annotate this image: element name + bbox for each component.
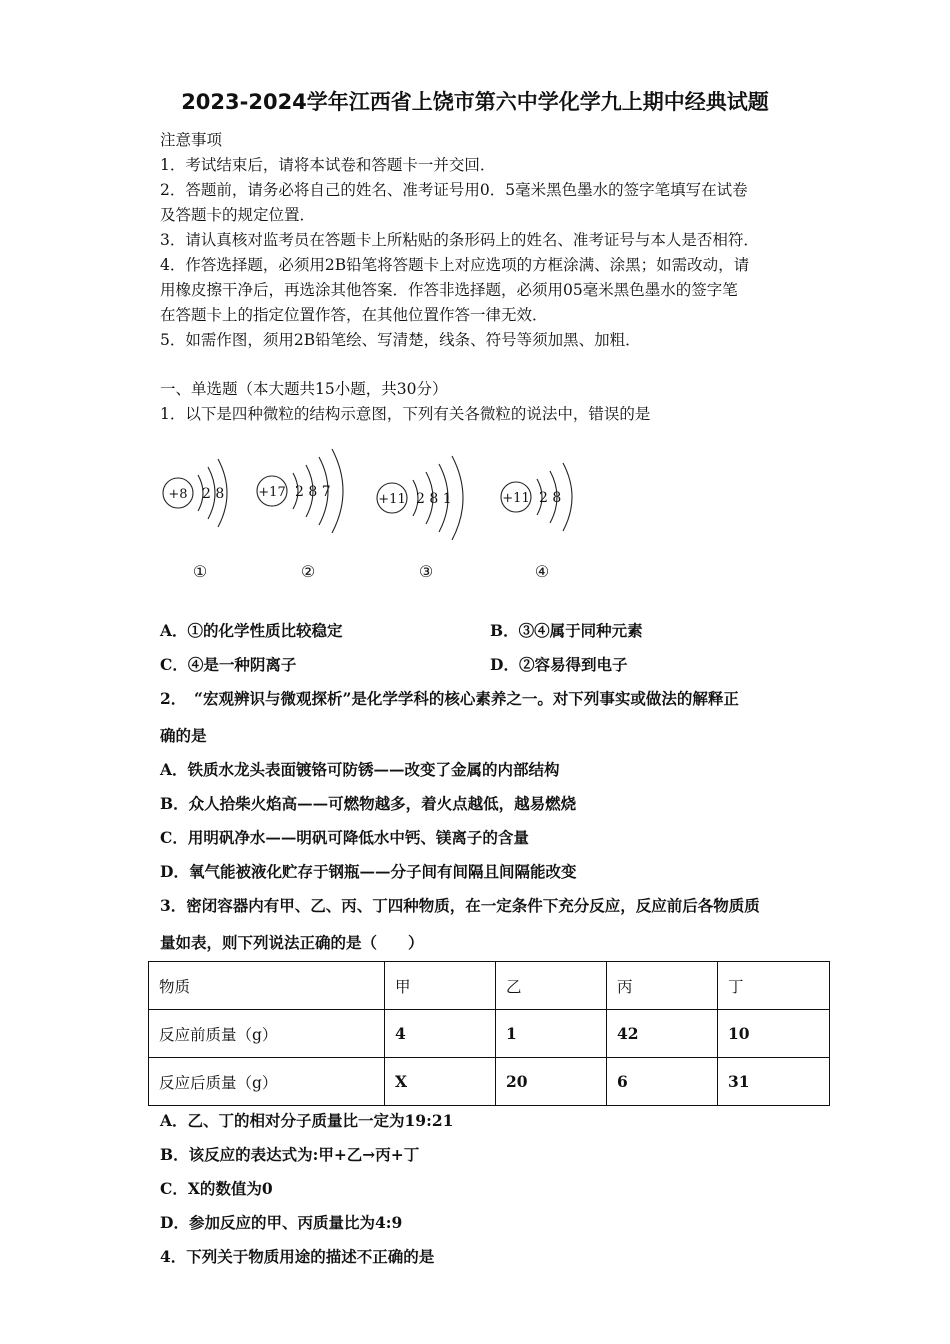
q2-option-c: C．用明矾净水——明矾可降低水中钙、镁离子的含量 <box>160 828 529 847</box>
particle-1-label: ① <box>192 562 208 581</box>
table-cell: 10 <box>718 1010 830 1058</box>
q3-option-a: A．乙、丁的相对分子质量比一定为19:21 <box>160 1111 454 1130</box>
table-cell: 1 <box>496 1010 607 1058</box>
particle-2-shells: 2 8 7 <box>295 484 331 500</box>
q1-stem: 1．以下是四种微粒的结构示意图，下列有关各微粒的说法中，错误的是 <box>160 405 651 423</box>
q2-stem: 2． “宏观辨识与微观探析”是化学学科的核心素养之一。对下列事实或做法的解释正 <box>160 689 739 708</box>
table-cell: X <box>385 1058 496 1106</box>
table-header-cell: 物质 <box>149 962 385 1010</box>
particle-1-shells: 2 8 <box>202 486 225 502</box>
table-header-row <box>149 962 830 1010</box>
table-row <box>149 1058 830 1106</box>
particle-4-label: ④ <box>534 562 550 581</box>
atomic-structure-diagrams <box>150 440 590 590</box>
table-cell: 20 <box>496 1058 607 1106</box>
particle-3-label: ③ <box>418 562 434 581</box>
q1-option-b: B．③④属于同种元素 <box>490 621 643 640</box>
table-cell: 31 <box>718 1058 830 1106</box>
q3-stem: 3．密闭容器内有甲、乙、丙、丁四种物质，在一定条件下充分反应，反应前后各物质质 <box>160 896 760 915</box>
notice-line: 1．考试结束后，请将本试卷和答题卡一并交回． <box>160 156 496 174</box>
q1-option-c: C．④是一种阴离子 <box>160 655 297 674</box>
table-header-cell: 丙 <box>607 962 718 1010</box>
q3-option-b: B．该反应的表达式为:甲+乙→丙+丁 <box>160 1145 420 1164</box>
particle-3-shells: 2 8 1 <box>416 491 452 507</box>
particle-1-nucleus: +8 <box>168 487 188 502</box>
q1-option-d: D．②容易得到电子 <box>490 655 628 674</box>
particle-2-nucleus: +17 <box>258 485 286 500</box>
table-cell: 4 <box>385 1010 496 1058</box>
particle-3-nucleus: +11 <box>378 492 406 507</box>
table-cell: 反应后质量（g） <box>149 1058 385 1106</box>
notice-line: 2．答题前，请务必将自己的姓名、准考证号用0．5毫米黑色墨水的签字笔填写在试卷 <box>160 181 748 199</box>
table-cell: 6 <box>607 1058 718 1106</box>
table-header-cell: 甲 <box>385 962 496 1010</box>
q2-option-b: B．众人拾柴火焰高——可燃物越多，着火点越低，越易燃烧 <box>160 794 577 813</box>
notice-line: 4．作答选择题，必须用2B铅笔将答题卡上对应选项的方框涂满、涂黑；如需改动，请 <box>160 256 750 274</box>
notice-line: 用橡皮擦干净后，再选涂其他答案．作答非选择题，必须用05毫米黑色墨水的签字笔 <box>160 281 738 299</box>
table-header-cell: 丁 <box>718 962 830 1010</box>
q2-option-a: A．铁质水龙头表面镀铬可防锈——改变了金属的内部结构 <box>160 760 560 779</box>
q3-option-c: C．X的数值为0 <box>160 1179 273 1198</box>
page-title: 2023-2024学年江西省上饶市第六中学化学九上期中经典试题 <box>181 90 769 114</box>
notice-heading: 注意事项 <box>160 131 223 149</box>
q2-option-d: D．氧气能被液化贮存于钢瓶——分子间有间隔且间隔能改变 <box>160 862 577 881</box>
q3-stem-continued: 量如表，则下列说法正确的是（ ） <box>160 933 424 952</box>
notice-line: 及答题卡的规定位置． <box>160 206 316 224</box>
table-cell: 42 <box>607 1010 718 1058</box>
notice-line: 3．请认真核对监考员在答题卡上所粘贴的条形码上的姓名、准考证号与本人是否相符． <box>160 231 759 249</box>
table-cell: 反应前质量（g） <box>149 1010 385 1058</box>
q1-option-a: A．①的化学性质比较稳定 <box>160 621 343 640</box>
particle-2-label: ② <box>300 562 316 581</box>
table-row <box>149 1010 830 1058</box>
particle-4-shells: 2 8 <box>539 490 562 506</box>
particle-4-nucleus: +11 <box>502 491 530 506</box>
q3-mass-table <box>148 961 830 1106</box>
notice-line: 5．如需作图，须用2B铅笔绘、写清楚，线条、符号等须加黑、加粗． <box>160 331 641 349</box>
q3-option-d: D．参加反应的甲、丙质量比为4:9 <box>160 1213 403 1232</box>
table-header-cell: 乙 <box>496 962 607 1010</box>
q4-stem: 4．下列关于物质用途的描述不正确的是 <box>160 1247 435 1266</box>
notice-line: 在答题卡上的指定位置作答，在其他位置作答一律无效． <box>160 306 548 324</box>
section-heading: 一、单选题（本大题共15小题，共30分） <box>160 380 448 398</box>
q2-stem-continued: 确的是 <box>160 726 207 745</box>
